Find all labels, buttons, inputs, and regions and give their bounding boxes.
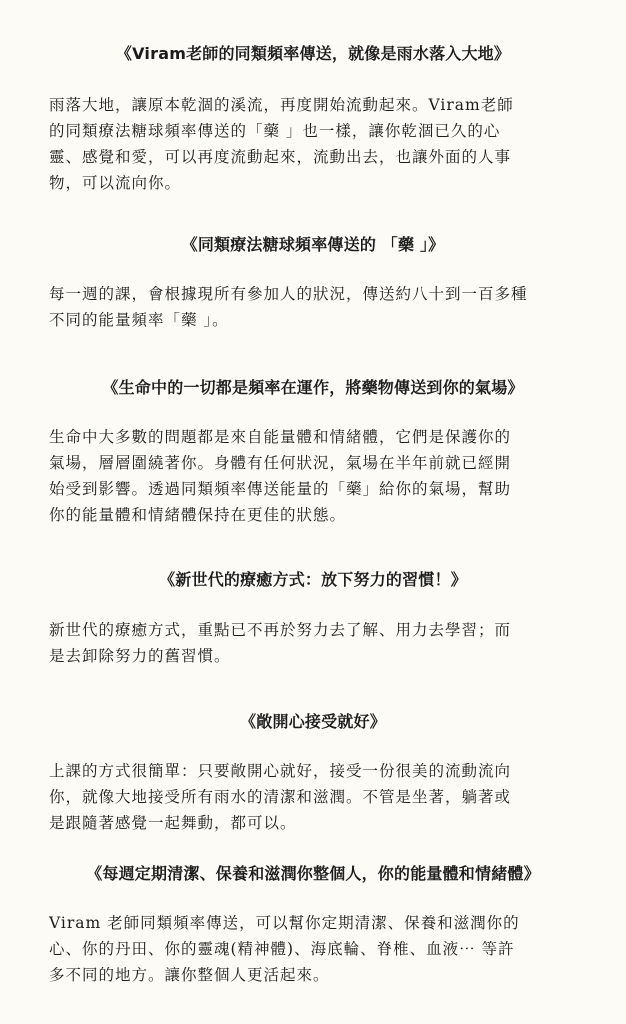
paragraph-line: Viram 老師同類頻率傳送，可以幫你定期清潔、保養和滋潤你的 bbox=[49, 914, 520, 932]
paragraph-line: 始受到影響。透過同類頻率傳送能量的「藥」給你的氣場，幫助 bbox=[49, 480, 512, 498]
paragraph-line: 氣場，層層圍繞著你。身體有任何狀況，氣場在半年前就已經開 bbox=[49, 454, 512, 472]
paragraph-line: 是去卸除努力的舊習慣。 bbox=[49, 647, 231, 665]
section-heading-remedy: 《同類療法糖球頻率傳送的 「藥 」》 bbox=[181, 235, 445, 254]
section-heading-raindrop: 《Viram老師的同類頻率傳送，就像是雨水落入大地》 bbox=[115, 44, 511, 63]
paragraph-line: 你的能量體和情緒體保持在更佳的狀態。 bbox=[49, 506, 347, 524]
paragraph-line: 多不同的地方。讓你整個人更活起來。 bbox=[49, 966, 330, 984]
paragraph-line: 物，可以流向你。 bbox=[49, 174, 182, 192]
paragraph-line: 的同類療法糖球頻率傳送的「藥 」也一樣，讓你乾涸已久的心 bbox=[49, 122, 501, 140]
section-heading-new-era: 《新世代的療癒方式：放下努力的習慣！》 bbox=[159, 570, 467, 589]
paragraph-line: 生命中大多數的問題都是來自能量體和情緒體，它們是保護你的 bbox=[49, 428, 512, 446]
paragraph-line: 心、你的丹田、你的靈魂(精神體)、海底輪、脊椎、血液⋯ 等許 bbox=[49, 940, 515, 958]
paragraph-line: 是跟隨著感覺一起舞動，都可以。 bbox=[49, 814, 297, 832]
section-paragraph-raindrop bbox=[49, 92, 587, 196]
section-paragraph-weekly-care bbox=[49, 910, 587, 988]
paragraph-line: 雨落大地，讓原本乾涸的溪流，再度開始流動起來。Viram老師 bbox=[49, 96, 514, 114]
section-heading-weekly-care: 《每週定期清潔、保養和滋潤你整個人，你的能量體和情緒體》 bbox=[86, 864, 540, 883]
section-paragraph-remedy bbox=[49, 281, 587, 333]
section-heading-open-heart: 《敞開心接受就好》 bbox=[240, 712, 386, 731]
paragraph-line: 不同的能量頻率「藥 」。 bbox=[49, 311, 229, 329]
section-paragraph-frequency bbox=[49, 424, 587, 528]
paragraph-line: 上課的方式很簡單：只要敞開心就好，接受一份很美的流動流向 bbox=[49, 762, 512, 780]
section-paragraph-new-era bbox=[49, 617, 587, 669]
section-heading-frequency: 《生命中的一切都是頻率在運作，將藥物傳送到你的氣場》 bbox=[102, 378, 524, 397]
paragraph-line: 靈、感覺和愛，可以再度流動起來，流動出去，也讓外面的人事 bbox=[49, 148, 512, 166]
paragraph-line: 每一週的課，會根據現所有參加人的狀況，傳送約八十到一百多種 bbox=[49, 285, 528, 303]
section-paragraph-open-heart bbox=[49, 758, 587, 836]
paragraph-line: 新世代的療癒方式，重點已不再於努力去了解、用力去學習；而 bbox=[49, 621, 512, 639]
paragraph-line: 你，就像大地接受所有雨水的清潔和滋潤。不管是坐著，躺著或 bbox=[49, 788, 512, 806]
